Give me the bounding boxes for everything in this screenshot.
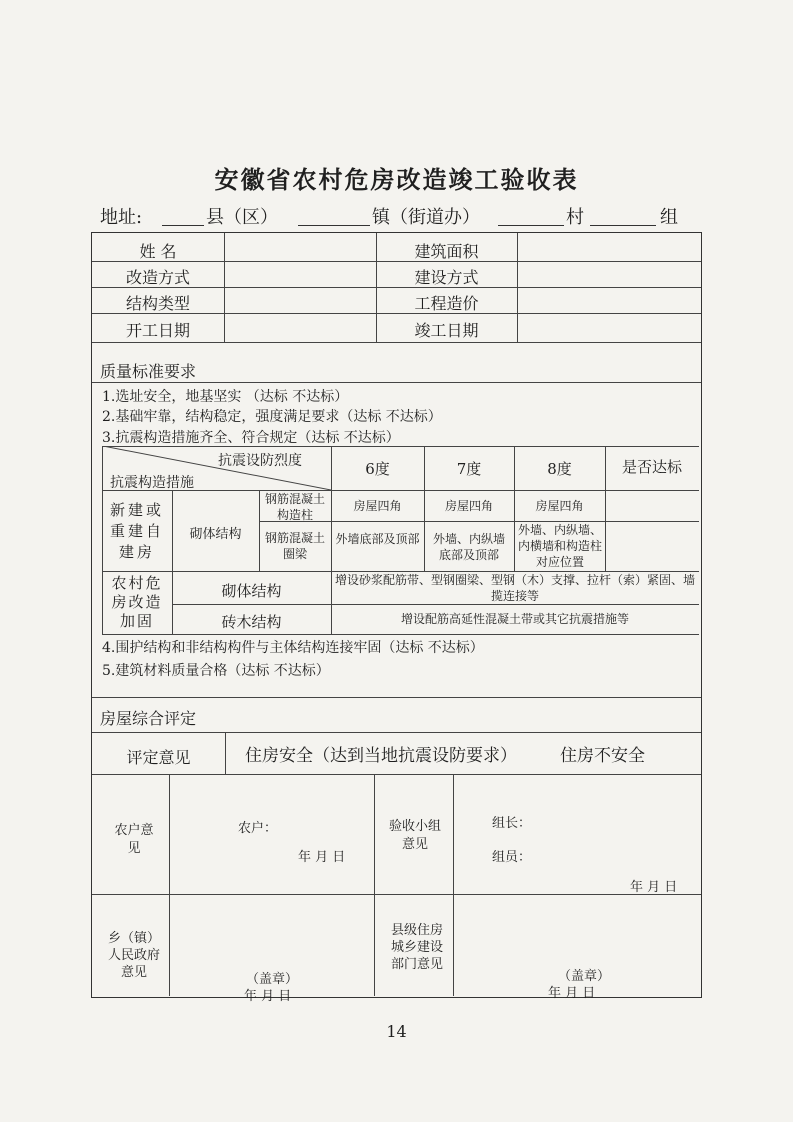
new-build-label: 新建或重建自建房 bbox=[109, 501, 164, 561]
town-gov-opinion-label: 乡（镇）人民政府意见 bbox=[107, 931, 160, 980]
team-opinion-field[interactable] bbox=[456, 776, 698, 892]
county-opinion-field[interactable] bbox=[456, 896, 698, 962]
build-method-field[interactable] bbox=[519, 263, 699, 287]
quality-item-2: 2.基础牢靠，结构稳定，强度满足要求（达标 不达标） bbox=[102, 409, 442, 425]
reinforce-brick-label: 砖木结构 bbox=[221, 613, 282, 631]
eval-unsafe-option[interactable]: 住房不安全 bbox=[560, 746, 645, 766]
area-label: 建筑面积 bbox=[414, 242, 479, 261]
cost-field[interactable] bbox=[519, 289, 699, 313]
town-blank[interactable] bbox=[298, 203, 370, 226]
farmer-opinion-label: 农户意见 bbox=[114, 823, 154, 856]
team-member-label: 组员： bbox=[492, 850, 532, 865]
corner-6: 房屋四角 bbox=[353, 499, 402, 513]
name-label: 姓 名 bbox=[139, 242, 177, 261]
village-label: 村 bbox=[566, 207, 584, 228]
county-label: 县（区） bbox=[206, 207, 278, 228]
eval-safe-option[interactable]: 住房安全（达到当地抗震设防要求） bbox=[245, 746, 517, 766]
beam-8: 外墙、内纵墙、内横墙和构造柱对应位置 bbox=[517, 523, 602, 569]
col-8-degree: 8度 bbox=[547, 460, 572, 478]
form-title: 安徽省农村危房改造竣工验收表 bbox=[214, 165, 579, 194]
start-date-label: 开工日期 bbox=[125, 321, 190, 340]
farmer-sign-label: 农户： bbox=[238, 821, 278, 836]
county-dept-opinion-label: 县级住房城乡建设部门意见 bbox=[390, 923, 443, 972]
diag-bottom-label: 抗震构造措施 bbox=[110, 475, 194, 491]
build-method-label: 建设方式 bbox=[414, 268, 479, 287]
quality-item-3: 3.抗震构造措施齐全、符合规定（达标 不达标） bbox=[102, 430, 400, 446]
group-blank[interactable] bbox=[590, 203, 656, 226]
start-date-field[interactable] bbox=[226, 315, 376, 341]
reinforce-masonry-label: 砌体结构 bbox=[221, 582, 282, 600]
structure-label: 结构类型 bbox=[125, 294, 190, 313]
corner-8: 房屋四角 bbox=[535, 499, 584, 513]
town-seal: （盖章） bbox=[246, 972, 299, 987]
beam-6: 外墙底部及顶部 bbox=[335, 532, 420, 546]
team-date: 年 月 日 bbox=[630, 880, 678, 895]
group-label: 组 bbox=[660, 207, 678, 228]
rc-column-label: 钢筋混凝土构造柱 bbox=[264, 492, 325, 522]
farmer-date: 年 月 日 bbox=[298, 850, 346, 865]
beam-7: 外墙、内纵墙底部及顶部 bbox=[432, 532, 505, 562]
quality-heading: 质量标准要求 bbox=[100, 362, 197, 381]
method-field[interactable] bbox=[226, 263, 376, 287]
masonry-label: 砌体结构 bbox=[189, 527, 242, 542]
area-field[interactable] bbox=[519, 235, 699, 260]
page-number: 14 bbox=[386, 1022, 407, 1041]
county-seal: （盖章） bbox=[558, 969, 611, 984]
eval-heading: 房屋综合评定 bbox=[100, 709, 197, 728]
reinforce-masonry-text: 增设砂浆配筋带、型钢圈梁、型钢（木）支撑、拉杆（索）紧固、墙揽连接等 bbox=[335, 573, 696, 603]
cost-label: 工程造价 bbox=[414, 294, 479, 313]
end-date-label: 竣工日期 bbox=[414, 321, 479, 340]
farmer-opinion-field[interactable] bbox=[172, 776, 372, 892]
town-label: 镇（街道办） bbox=[372, 207, 480, 228]
rc-beam-label: 钢筋混凝土圈梁 bbox=[264, 531, 325, 561]
reinforce-label: 农村危房改造加固 bbox=[111, 574, 163, 630]
corner-7: 房屋四角 bbox=[444, 499, 493, 513]
name-field[interactable] bbox=[226, 235, 376, 260]
village-blank[interactable] bbox=[498, 203, 564, 226]
town-date: 年 月 日 bbox=[244, 989, 292, 1004]
method-label: 改造方式 bbox=[125, 268, 190, 287]
quality-item-4: 4.围护结构和非结构构件与主体结构连接牢固（达标 不达标） bbox=[102, 640, 484, 656]
team-leader-label: 组长： bbox=[492, 816, 532, 831]
town-opinion-field[interactable] bbox=[172, 896, 372, 966]
address-line bbox=[100, 203, 700, 233]
end-date-field[interactable] bbox=[519, 315, 699, 341]
address-label: 地址: bbox=[100, 207, 143, 228]
eval-label: 评定意见 bbox=[126, 748, 191, 767]
col-6-degree: 6度 bbox=[365, 460, 390, 478]
pass-field-new[interactable] bbox=[606, 492, 698, 570]
quality-item-1: 1.选址安全，地基坚实 （达标 不达标） bbox=[102, 389, 349, 405]
quality-item-5: 5.建筑材料质量合格（达标 不达标） bbox=[102, 663, 330, 679]
col-pass: 是否达标 bbox=[621, 458, 682, 476]
diag-top-label: 抗震设防烈度 bbox=[218, 453, 302, 469]
county-blank[interactable] bbox=[162, 203, 204, 226]
col-7-degree: 7度 bbox=[456, 460, 482, 478]
county-date: 年 月 日 bbox=[548, 986, 596, 1001]
structure-field[interactable] bbox=[226, 289, 376, 313]
reinforce-brick-text: 增设配筋高延性混凝土带或其它抗震措施等 bbox=[400, 612, 629, 626]
team-opinion-label: 验收小组意见 bbox=[388, 819, 441, 852]
